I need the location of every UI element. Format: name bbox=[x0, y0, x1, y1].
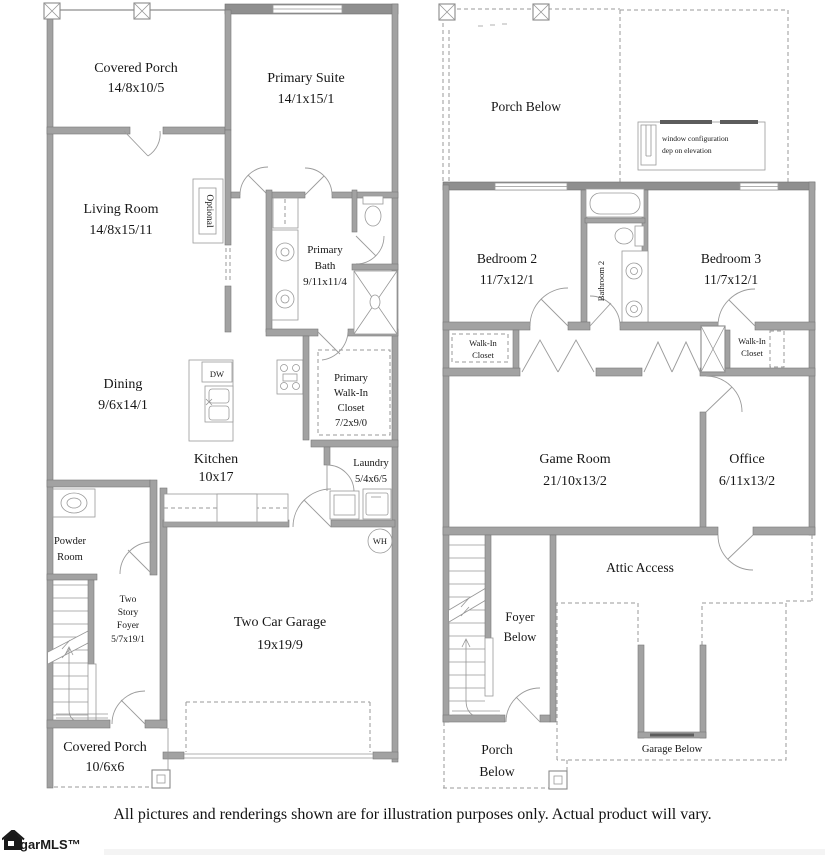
svg-text:5/7x19/1: 5/7x19/1 bbox=[111, 635, 145, 645]
porch-post-icon bbox=[439, 4, 455, 20]
room-label-office bbox=[719, 452, 775, 489]
wall bbox=[266, 190, 272, 332]
toilet-icon bbox=[363, 196, 383, 226]
door-swing bbox=[718, 289, 755, 326]
wall bbox=[150, 480, 157, 575]
room-label-porch-below-top: Porch Below bbox=[490, 99, 562, 114]
svg-text:Bedroom 2: Bedroom 2 bbox=[476, 251, 538, 266]
svg-text:Below: Below bbox=[479, 764, 515, 779]
wall bbox=[311, 440, 398, 447]
wall bbox=[513, 330, 519, 368]
wall bbox=[443, 715, 505, 722]
svg-text:10x17: 10x17 bbox=[198, 470, 234, 485]
stairs-icon bbox=[48, 580, 104, 725]
room-label-porch-below-bottom bbox=[479, 742, 514, 779]
room-label-covered-porch-bottom bbox=[63, 740, 147, 775]
range-stove-icon bbox=[277, 360, 303, 394]
room-label-two-story-foyer bbox=[111, 595, 145, 645]
wall bbox=[540, 715, 550, 722]
room-label-foyer-below bbox=[504, 610, 537, 644]
wall bbox=[47, 480, 150, 487]
wall bbox=[373, 752, 398, 759]
wall bbox=[145, 720, 167, 728]
room-label-covered-porch-top bbox=[94, 61, 178, 96]
svg-text:Foyer: Foyer bbox=[505, 610, 535, 624]
kitchen-counter bbox=[164, 494, 288, 522]
svg-text:Bath: Bath bbox=[314, 260, 336, 272]
bifold-door-icon bbox=[522, 340, 594, 372]
svg-text:14/8x10/5: 14/8x10/5 bbox=[107, 81, 165, 96]
cased-opening bbox=[226, 248, 230, 283]
water-heater-icon bbox=[368, 529, 392, 553]
washer-icon bbox=[330, 491, 359, 519]
wall bbox=[163, 752, 184, 759]
wall bbox=[443, 527, 718, 535]
svg-text:Story: Story bbox=[117, 608, 139, 618]
water-heater-label: WH bbox=[372, 536, 388, 546]
room-label-bedroom-2 bbox=[477, 251, 537, 287]
svg-text:Bedroom 3: Bedroom 3 bbox=[700, 251, 762, 266]
bathtub-icon bbox=[586, 189, 644, 217]
wall bbox=[568, 322, 590, 330]
room-label-walk-in-closet-left bbox=[469, 338, 497, 360]
svg-text:9/6x14/1: 9/6x14/1 bbox=[98, 398, 148, 413]
svg-text:Living Room: Living Room bbox=[83, 202, 159, 217]
svg-text:11/7x12/1: 11/7x12/1 bbox=[479, 272, 535, 287]
front-door-swing bbox=[506, 688, 540, 722]
note-line: dep on elevation bbox=[662, 146, 712, 155]
svg-text:Porch: Porch bbox=[481, 742, 513, 757]
wall bbox=[266, 329, 318, 336]
first-floor-plan bbox=[44, 3, 398, 788]
mls-logo-text: garMLS™ bbox=[20, 837, 81, 852]
svg-text:Primary: Primary bbox=[307, 244, 343, 256]
powder-sink-icon bbox=[53, 489, 95, 517]
room-label-bedroom-3 bbox=[701, 251, 762, 287]
door-swing bbox=[305, 168, 332, 195]
wall bbox=[809, 182, 815, 535]
wall bbox=[700, 412, 706, 531]
wall bbox=[163, 127, 225, 134]
wall bbox=[225, 10, 231, 130]
svg-text:14/8x15/11: 14/8x15/11 bbox=[89, 223, 153, 238]
porch-outline bbox=[443, 9, 620, 182]
door-swing bbox=[318, 332, 348, 360]
wall bbox=[47, 720, 110, 728]
garage-door bbox=[184, 754, 373, 758]
door-swing bbox=[356, 236, 384, 264]
svg-text:21/10x13/2: 21/10x13/2 bbox=[543, 474, 607, 489]
stairs-direction-arrow bbox=[65, 647, 104, 725]
double-vanity-icon bbox=[622, 251, 648, 329]
svg-text:Office: Office bbox=[729, 452, 765, 467]
svg-text:Room: Room bbox=[57, 552, 83, 563]
svg-text:Closet: Closet bbox=[337, 403, 365, 414]
door-swing bbox=[120, 542, 152, 574]
room-label-primary-bath bbox=[303, 244, 347, 288]
double-vanity-icon bbox=[272, 230, 298, 320]
note-line: window configuration bbox=[662, 134, 729, 143]
svg-text:19x19/9: 19x19/9 bbox=[257, 638, 303, 653]
room-label-game-room bbox=[539, 452, 610, 489]
room-label-kitchen bbox=[194, 452, 238, 485]
wall bbox=[753, 527, 815, 535]
svg-text:Closet: Closet bbox=[741, 348, 763, 358]
room-label-garage-below: Garage Below bbox=[641, 744, 703, 755]
room-label-powder-room bbox=[54, 536, 87, 563]
attic-chase-icon bbox=[701, 326, 725, 372]
window-note bbox=[638, 120, 765, 170]
room-label-living-room bbox=[83, 202, 158, 238]
shower-icon bbox=[354, 271, 397, 334]
svg-text:14/1x15/1: 14/1x15/1 bbox=[277, 92, 335, 107]
porch-post-icon bbox=[134, 3, 150, 19]
wall bbox=[352, 264, 398, 270]
svg-text:Kitchen: Kitchen bbox=[193, 452, 239, 467]
wall bbox=[225, 130, 231, 245]
wall bbox=[443, 185, 449, 722]
door-swing bbox=[718, 535, 753, 570]
garage-apron bbox=[186, 702, 370, 752]
wall bbox=[47, 127, 130, 134]
linen-closet bbox=[273, 198, 298, 228]
door-swing bbox=[530, 288, 568, 326]
wall bbox=[725, 330, 730, 368]
porch-post-icon bbox=[44, 3, 60, 19]
dryer-icon bbox=[363, 489, 391, 519]
wall bbox=[352, 190, 357, 232]
wall bbox=[650, 734, 694, 737]
wall bbox=[303, 336, 309, 440]
room-label-two-car-garage bbox=[234, 615, 326, 653]
room-label-laundry bbox=[353, 458, 389, 485]
bottom-strip bbox=[104, 849, 825, 855]
garage-below-outline bbox=[786, 535, 812, 601]
svg-text:Closet: Closet bbox=[472, 350, 494, 360]
svg-text:Primary: Primary bbox=[334, 373, 368, 384]
wall bbox=[443, 322, 530, 330]
room-label-primary-suite bbox=[267, 71, 344, 107]
optional-label: Optional bbox=[204, 194, 214, 228]
svg-text:Walk-In: Walk-In bbox=[738, 336, 766, 346]
wall bbox=[755, 322, 815, 330]
toilet-icon bbox=[615, 226, 644, 246]
door-swing bbox=[293, 489, 331, 527]
wall bbox=[638, 645, 644, 738]
closet-shelving bbox=[770, 331, 784, 367]
dishwasher-label: DW bbox=[209, 369, 225, 379]
disclaimer-text: All pictures and renderings shown are for illustration purposes only. Actual product will vary. bbox=[113, 806, 712, 823]
stairs-icon bbox=[449, 535, 498, 719]
svg-text:Primary Suite: Primary Suite bbox=[267, 71, 345, 86]
wall bbox=[231, 192, 240, 198]
wall bbox=[443, 368, 520, 376]
wall bbox=[47, 8, 53, 788]
room-label-bathroom-2: Bathroom 2 bbox=[596, 260, 606, 302]
svg-text:6/11x13/2: 6/11x13/2 bbox=[718, 474, 776, 489]
svg-text:9/11x11/4: 9/11x11/4 bbox=[303, 276, 347, 288]
room-label-walk-in-closet-right bbox=[738, 336, 766, 358]
wall bbox=[47, 574, 97, 580]
wall bbox=[700, 645, 706, 738]
svg-text:Two Car Garage: Two Car Garage bbox=[233, 615, 327, 630]
second-floor-plan bbox=[439, 4, 815, 789]
svg-text:Powder: Powder bbox=[53, 536, 87, 547]
door-swing bbox=[240, 167, 268, 195]
mls-logo bbox=[2, 830, 81, 852]
svg-text:11/7x12/1: 11/7x12/1 bbox=[703, 272, 759, 287]
door-swing bbox=[706, 376, 742, 412]
room-label-attic-access: Attic Access bbox=[606, 560, 674, 575]
kitchen-sink-icon bbox=[205, 386, 233, 422]
threshold bbox=[452, 711, 500, 715]
svg-text:Below: Below bbox=[503, 630, 537, 644]
svg-text:Dining: Dining bbox=[103, 377, 143, 392]
svg-text:Foyer: Foyer bbox=[116, 621, 140, 631]
door-swing bbox=[327, 465, 354, 491]
svg-text:Game Room: Game Room bbox=[539, 452, 611, 467]
wall bbox=[225, 286, 231, 332]
porch-post-icon bbox=[152, 770, 170, 788]
tick-marks bbox=[478, 24, 507, 26]
svg-text:Laundry: Laundry bbox=[353, 458, 389, 469]
wall bbox=[596, 368, 642, 376]
door-swing bbox=[124, 131, 160, 156]
svg-text:10/6x6: 10/6x6 bbox=[85, 760, 125, 775]
svg-text:Walk-In: Walk-In bbox=[469, 338, 497, 348]
wall bbox=[331, 520, 395, 527]
wall bbox=[324, 447, 330, 465]
svg-text:Walk-In: Walk-In bbox=[333, 388, 369, 399]
svg-text:Two: Two bbox=[119, 595, 137, 605]
front-door-swing bbox=[112, 691, 145, 724]
svg-text:5/4x6/5: 5/4x6/5 bbox=[354, 474, 388, 485]
svg-text:7/2x9/0: 7/2x9/0 bbox=[334, 418, 368, 429]
wall bbox=[392, 4, 398, 762]
room-label-dining bbox=[98, 377, 148, 413]
porch-post-icon bbox=[533, 4, 549, 20]
svg-text:Covered Porch: Covered Porch bbox=[63, 740, 147, 755]
porch-post-icon bbox=[549, 771, 567, 789]
bifold-door-icon bbox=[644, 342, 700, 372]
wall bbox=[550, 535, 556, 722]
svg-text:Covered Porch: Covered Porch bbox=[94, 61, 178, 76]
wall bbox=[585, 218, 645, 223]
room-label-primary-walk-in-closet bbox=[334, 373, 369, 429]
wall bbox=[268, 192, 305, 198]
